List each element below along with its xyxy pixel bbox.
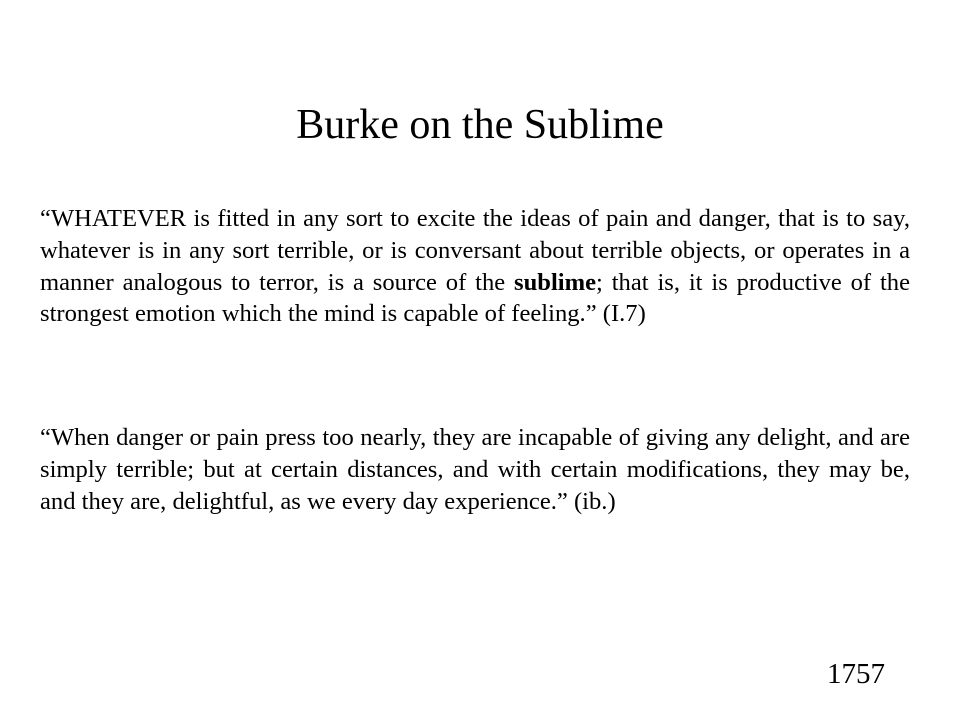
- quote-1-text-start: “WHATEVER is fitted in any sort to excite the ideas of pain and danger, that is to say, whatever is in any sort terrible, or is conversant about terrible objects, or operates in a manner analogous to terror, is a source of the: [40, 205, 910, 296]
- slide-title: Burke on the Sublime: [296, 102, 664, 148]
- year-label: 1757: [827, 658, 885, 690]
- quote-paragraph-2: “When danger or pain press too nearly, they are incapable of giving any delight, and are simply terrible; but at certain distances, and with certain modifications, they may be, and they are, delightful, as we every day experience.” (ib.): [40, 424, 910, 515]
- quote-1-emphasis: sublime: [514, 268, 597, 296]
- quote-paragraph-1: [40, 203, 910, 330]
- quote-1-text-end: ; that is, it is productive of the strongest emotion which the mind is capable of feeling.” (I.7): [40, 268, 911, 328]
